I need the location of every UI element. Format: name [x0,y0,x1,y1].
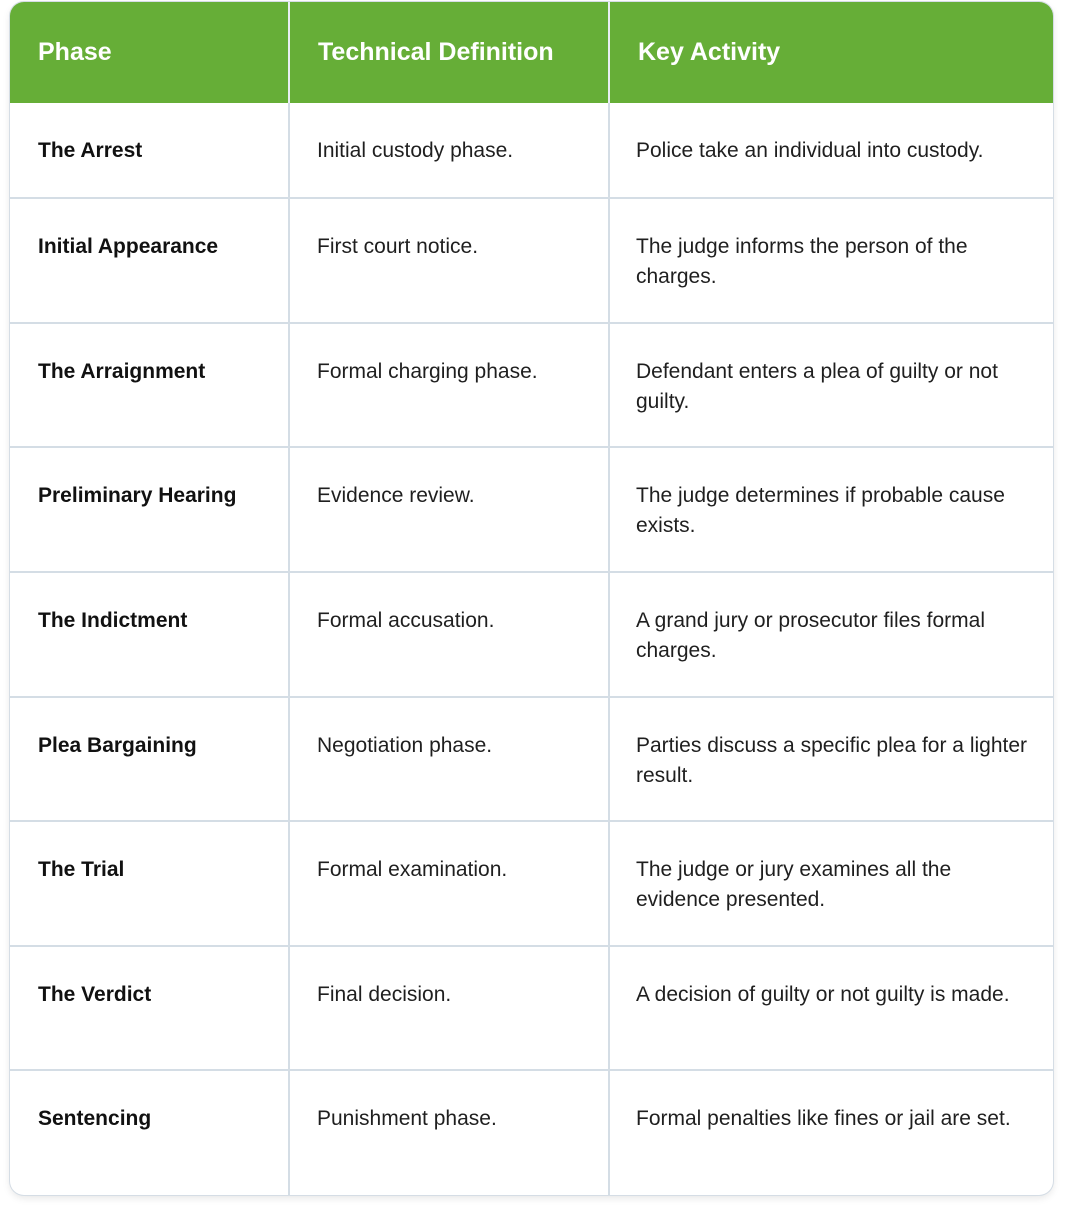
table-row [10,946,1053,1071]
definition-cell: Formal charging phase. [289,323,609,448]
activity-cell: Defendant enters a plea of guilty or not guilty. [609,323,1053,448]
table-body [10,103,1053,1195]
phase-cell: The Indictment [10,572,289,697]
activity-cell: Parties discuss a specific plea for a lighter result. [609,697,1053,822]
definition-cell: Initial custody phase. [289,103,609,198]
activity-cell: A decision of guilty or not guilty is made. [609,946,1053,1071]
definition-cell: First court notice. [289,198,609,323]
definition-cell: Final decision. [289,946,609,1071]
criminal-process-table-card [10,2,1053,1195]
activity-cell: The judge or jury examines all the evidence presented. [609,821,1053,946]
activity-cell: The judge determines if probable cause exists. [609,447,1053,572]
table-row [10,323,1053,448]
table-row [10,821,1053,946]
phase-cell: Plea Bargaining [10,697,289,822]
activity-cell: Police take an individual into custody. [609,103,1053,198]
phase-cell: The Arraignment [10,323,289,448]
definition-cell: Formal examination. [289,821,609,946]
table-row [10,447,1053,572]
phase-cell: The Verdict [10,946,289,1071]
phase-cell: Preliminary Hearing [10,447,289,572]
table-row [10,198,1053,323]
definition-cell: Negotiation phase. [289,697,609,822]
definition-cell: Punishment phase. [289,1070,609,1195]
table-header [10,2,1053,103]
table-row [10,572,1053,697]
phase-cell: Sentencing [10,1070,289,1195]
column-header-key-activity: Key Activity [609,2,1053,103]
header-row [10,2,1053,103]
column-header-phase: Phase [10,2,289,103]
activity-cell: The judge informs the person of the charges. [609,198,1053,323]
criminal-process-table [10,2,1053,1195]
phase-cell: Initial Appearance [10,198,289,323]
activity-cell: A grand jury or prosecutor files formal charges. [609,572,1053,697]
table-row [10,103,1053,198]
phase-cell: The Arrest [10,103,289,198]
activity-cell: Formal penalties like fines or jail are set. [636,1107,1011,1131]
table-row [10,697,1053,822]
definition-cell: Evidence review. [289,447,609,572]
table-row [10,1070,1053,1195]
phase-cell: The Trial [10,821,289,946]
column-header-technical-definition: Technical Definition [289,2,609,103]
definition-cell: Formal accusation. [289,572,609,697]
